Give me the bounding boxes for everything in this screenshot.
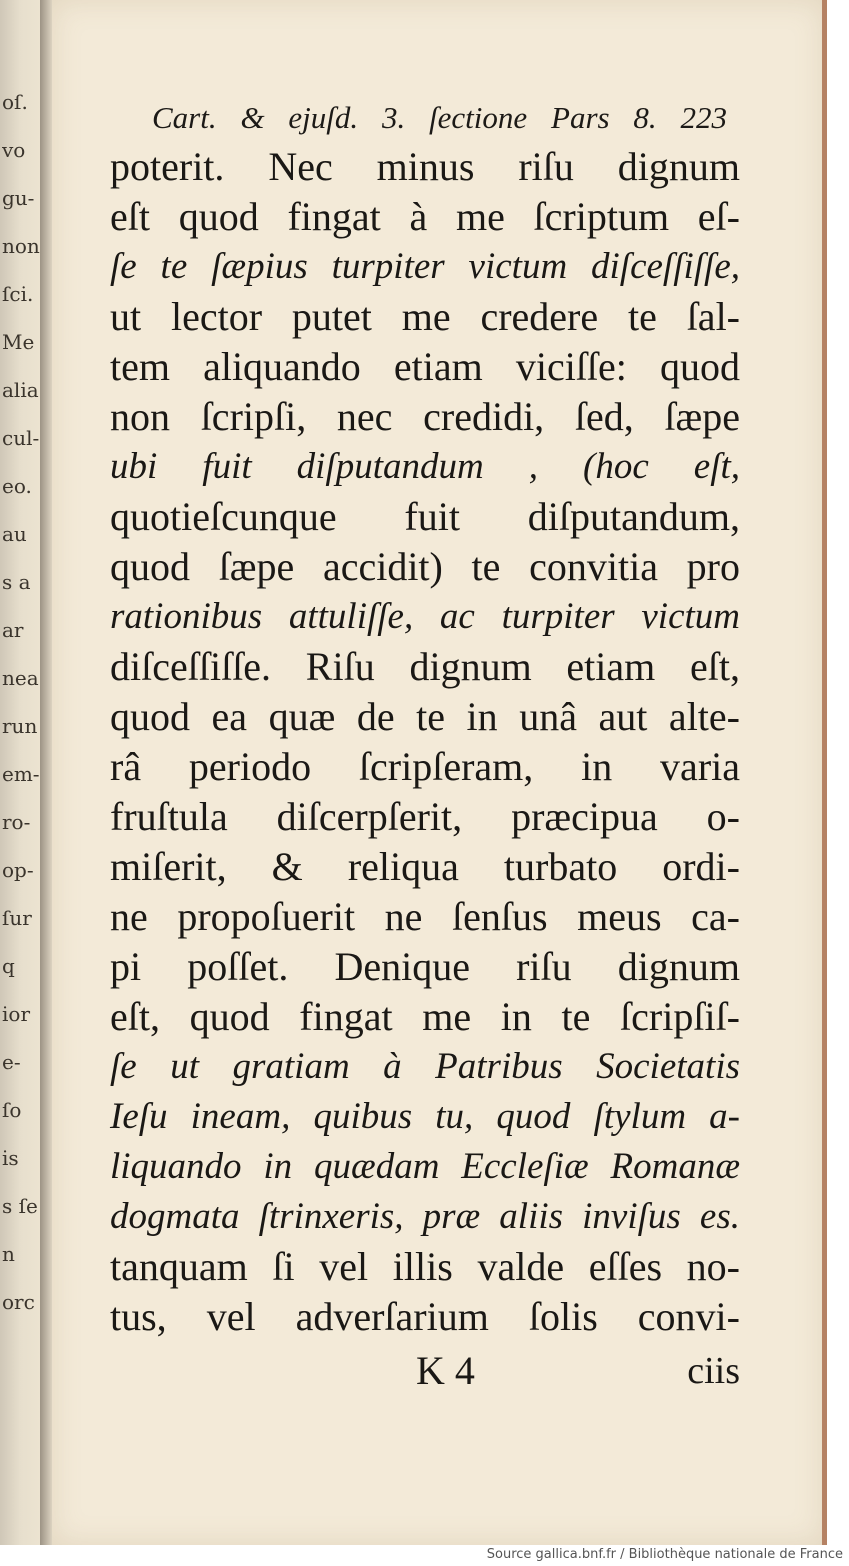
running-head-title: Cart. & ejuſd. 3. ſectione Pars 8. [152, 100, 657, 135]
source-credit: Source gallica.bnf.fr / Bibliothèque nationale de France [486, 1547, 843, 1562]
margin-fragment: s a [2, 570, 31, 594]
text-line: tem aliquando etiam viciſſe: quod [110, 344, 740, 389]
margin-fragment: ro- [2, 810, 31, 834]
book-page [52, 0, 824, 1545]
text-line: rationibus attuliſſe, ac turpiter victum [110, 596, 740, 637]
margin-fragment: nea [2, 666, 39, 690]
running-head [152, 96, 727, 140]
text-line: ut lector putet me credere te ſal- [110, 294, 740, 339]
text-line: tus, vel adverſarium ſolis convi- [110, 1294, 740, 1339]
text-line: diſceſſiſſe. Riſu dignum etiam eſt, [110, 644, 740, 689]
margin-fragment: cul- [2, 426, 40, 450]
margin-fragment: run [2, 714, 38, 738]
margin-fragment: ſci. [2, 282, 34, 306]
margin-fragment: Me [2, 330, 35, 354]
margin-fragment: e- [2, 1050, 21, 1074]
margin-fragment: n [2, 1242, 15, 1266]
margin-fragment: orc [2, 1290, 35, 1314]
margin-fragment: au [2, 522, 27, 546]
text-line: quotieſcunque fuit diſputandum, [110, 494, 740, 539]
margin-fragment: ſo [2, 1098, 22, 1122]
text-line: non ſcripſi, nec credidi, ſed, ſæpe [110, 394, 740, 439]
signature-mark: K 4 [416, 1348, 475, 1393]
margin-fragment: eo. [2, 474, 32, 498]
text-line: quod ea quæ de te in unâ aut alte- [110, 694, 740, 739]
margin-fragment: q [2, 954, 15, 978]
margin-fragment: non [2, 234, 40, 258]
margin-fragment: oſ. [2, 90, 28, 114]
margin-fragment: gu- [2, 186, 35, 210]
text-line: ſe te ſæpius turpiter victum diſceſſiſſe, [110, 246, 740, 287]
text-line: miſerit, & reliqua turbato ordi- [110, 844, 740, 889]
text-line: ne propoſuerit ne ſenſus meus ca- [110, 894, 740, 939]
margin-fragment: ar [2, 618, 24, 642]
text-line: liquando in quædam Eccleſiæ Romanæ [110, 1146, 740, 1187]
margin-fragment: op- [2, 858, 34, 882]
catchword: ciis [687, 1350, 740, 1392]
text-line: eſt, quod fingat me in te ſcripſiſ- [110, 994, 740, 1039]
margin-fragment: em- [2, 762, 40, 786]
text-line: Ieſu ineam, quibus tu, quod ſtylum a- [110, 1096, 740, 1137]
text-line: eſt quod fingat à me ſcriptum eſ- [110, 194, 740, 239]
margin-fragment: is [2, 1146, 19, 1170]
text-line: ubi fuit diſputandum , (hoc eſt, [110, 446, 740, 487]
page-number: 223 [680, 100, 727, 135]
text-line: ſe ut gratiam à Patribus Societatis [110, 1046, 740, 1087]
text-line: râ periodo ſcripſeram, in varia [110, 744, 740, 789]
margin-fragment: vo [2, 138, 26, 162]
text-line: tanquam ſi vel illis valde eſſes no- [110, 1244, 740, 1289]
text-line: dogmata ſtrinxeris, præ aliis inviſus es. [110, 1196, 740, 1237]
text-line: pi poſſet. Denique riſu dignum [110, 944, 740, 989]
text-line: quod ſæpe accidit) te convitia pro [110, 544, 740, 589]
text-line: fruſtula diſcerpſerit, præcipua o- [110, 794, 740, 839]
margin-fragment: ior [2, 1002, 30, 1026]
page-fore-edge [822, 0, 827, 1545]
margin-fragment: alia [2, 378, 39, 402]
margin-fragment: s ſe [2, 1194, 38, 1218]
text-line: poterit. Nec minus riſu dignum [110, 144, 740, 189]
margin-fragment: ſur [2, 906, 32, 930]
